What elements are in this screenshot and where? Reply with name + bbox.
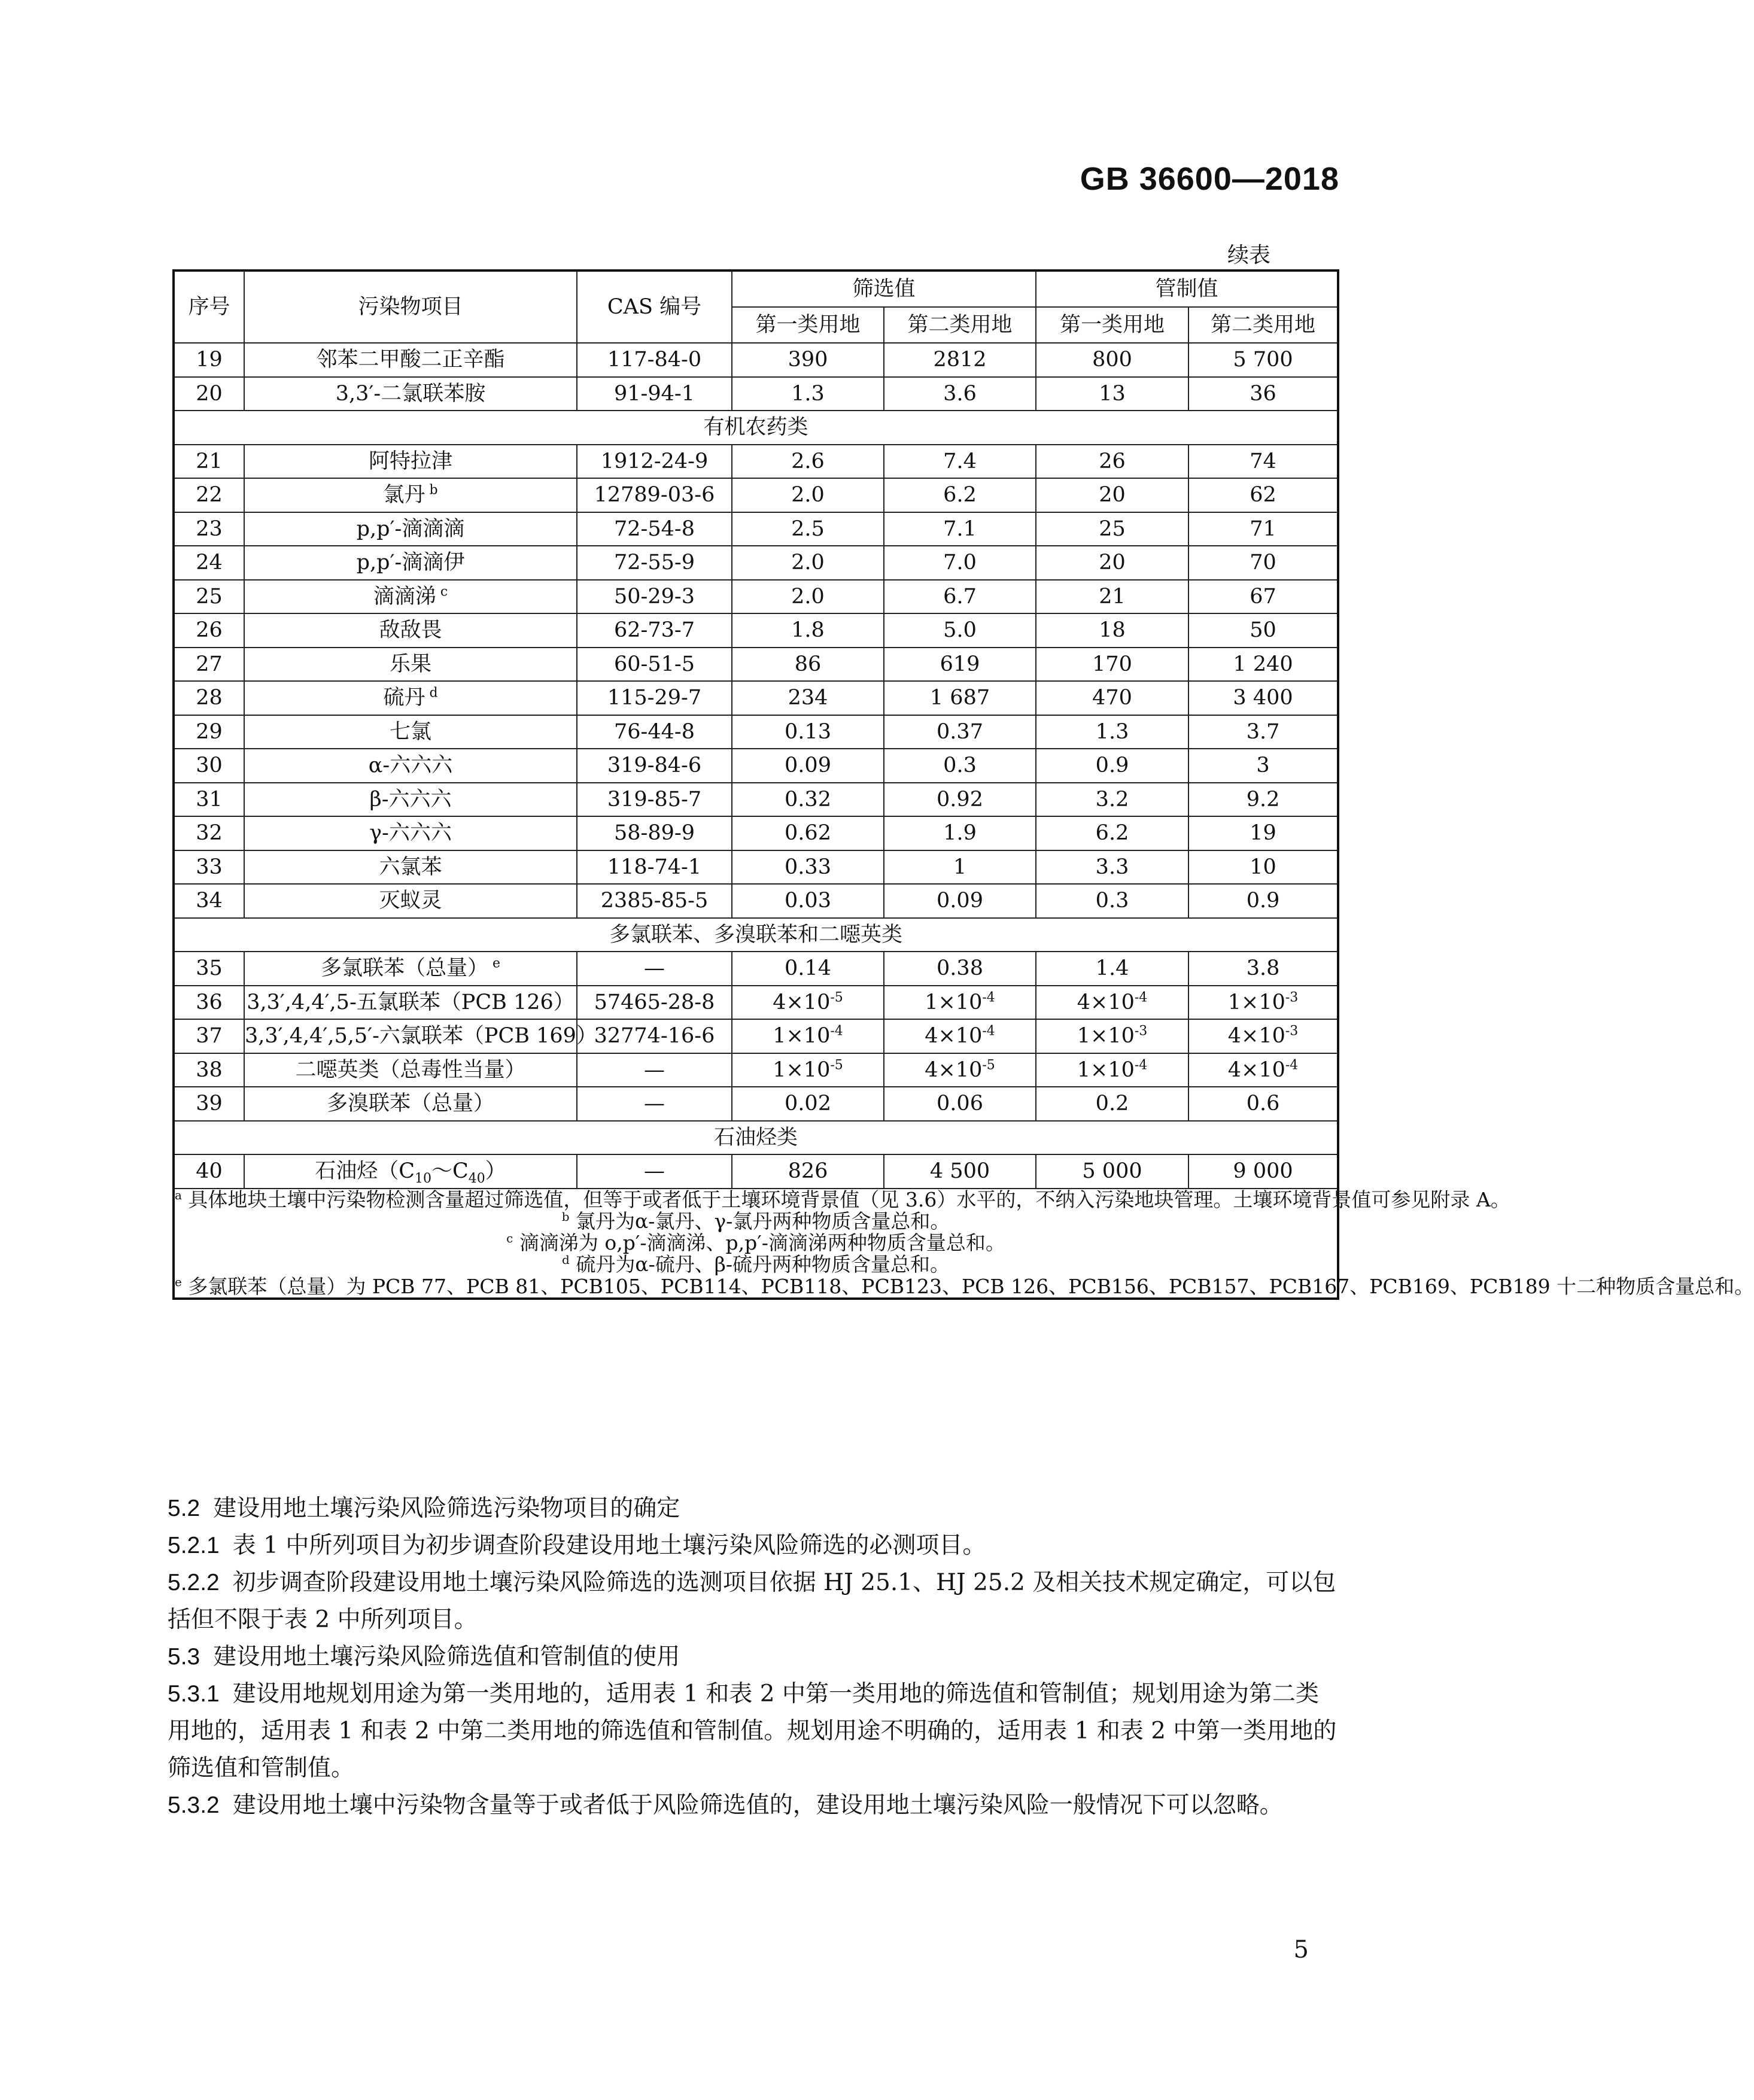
cell-intervention-class1: $4\times 10^{-4}$	[1036, 986, 1188, 1020]
cell-intervention-class1: 0.9	[1036, 749, 1188, 783]
cell-cas: 58-89-9	[577, 816, 732, 850]
cell-intervention-class1: 20	[1036, 478, 1188, 512]
clause-5-2-2	[168, 1564, 1340, 1639]
cell-intervention-class1: 3.3	[1036, 850, 1188, 885]
cell-item: 硫丹 $^d$	[244, 681, 577, 715]
table-row	[174, 952, 1338, 986]
cell-item: 滴滴涕 $^c$	[244, 580, 577, 614]
cell-item: 石油烃$(C_{10}\sim C_{40})$	[244, 1154, 577, 1189]
category-pesticides-label: 有机农药类	[174, 411, 1338, 445]
cell-item: 3,3′,4,4′,5,5′-六氯联苯（PCB 169）	[244, 1019, 577, 1053]
category-petroleum-label: 石油烃类	[174, 1121, 1338, 1155]
cell-screening-class2-exponent: -4	[982, 1023, 995, 1039]
cell-intervention-class1: $1\times 10^{-4}$	[1036, 1053, 1188, 1087]
cell-intervention-class1: 21	[1036, 580, 1188, 614]
cell-intervention-class2: 3	[1188, 749, 1338, 783]
cell-screening-class1: 0.03	[732, 884, 884, 918]
clause-5-2-1	[168, 1527, 1340, 1564]
table-notes-cell	[174, 1187, 1754, 1299]
table-row	[174, 580, 1338, 614]
cell-seq: 28	[174, 681, 244, 715]
cell-intervention-class1: 5 000	[1036, 1154, 1188, 1189]
cell-screening-class2: 1	[884, 850, 1036, 885]
clause-number: 5.3.2	[168, 1792, 220, 1818]
cell-cas: 76-44-8	[577, 715, 732, 749]
cell-cas: 12789-03-6	[577, 478, 732, 512]
cell-screening-class2: 5.0	[884, 613, 1036, 648]
cell-intervention-class2: 3.8	[1188, 952, 1338, 986]
cell-intervention-class1: 0.3	[1036, 884, 1188, 918]
clause-number: 5.2.2	[168, 1570, 220, 1595]
footnote-b: $^b$ 氯丹为α-氯丹、γ-氯丹两种物质含量总和。	[561, 1209, 950, 1233]
cell-cas: 50-29-3	[577, 580, 732, 614]
clause-text: 建设用地土壤污染风险筛选污染物项目的确定	[213, 1495, 680, 1522]
footnote-mark: e	[175, 1274, 182, 1289]
cell-screening-class1: 0.02	[732, 1087, 884, 1121]
cell-screening-class2: 0.09	[884, 884, 1036, 918]
cell-seq: 20	[174, 377, 244, 411]
cell-screening-class2: 3.6	[884, 377, 1036, 411]
clause-5-2	[168, 1490, 1340, 1527]
cell-cas: 115-29-7	[577, 681, 732, 715]
cell-seq: 29	[174, 715, 244, 749]
cell-item: 邻苯二甲酸二正辛酯	[244, 343, 577, 377]
table-row	[174, 1053, 1338, 1087]
cell-intervention-class1-exponent: -4	[1134, 1057, 1148, 1072]
cell-screening-class2: 6.7	[884, 580, 1036, 614]
cell-item: 多溴联苯（总量）	[244, 1087, 577, 1121]
cell-cas: 32774-16-6	[577, 1019, 732, 1053]
table-row	[174, 445, 1338, 479]
cell-screening-class2: 0.37	[884, 715, 1036, 749]
cell-item: 3,3′,4,4′,5-五氯联苯（PCB 126）	[244, 986, 577, 1020]
cell-intervention-class1: 470	[1036, 681, 1188, 715]
cell-screening-class1: 0.14	[732, 952, 884, 986]
cell-screening-class2: 1.9	[884, 816, 1036, 850]
clause-5-3	[168, 1639, 1340, 1676]
footnote-d: $^d$ 硫丹为α-硫丹、β-硫丹两种物质含量总和。	[562, 1253, 950, 1277]
clause-text: 表 1 中所列项目为初步调查阶段建设用地土壤污染风险筛选的必测项目。	[232, 1532, 986, 1559]
cell-intervention-class1: 170	[1036, 648, 1188, 682]
cell-intervention-class2-exponent: -3	[1285, 1023, 1299, 1039]
category-pcb-dioxins-label: 多氯联苯、多溴联苯和二噁英类	[174, 918, 1338, 952]
table-row	[174, 681, 1338, 715]
cell-item: 灭蚁灵	[244, 884, 577, 918]
carbon-subscript: 10	[414, 1171, 431, 1186]
cell-screening-class2: 619	[884, 648, 1036, 682]
col-header-intervention-class2: 第二类用地	[1188, 307, 1338, 343]
cell-intervention-class1: 6.2	[1036, 816, 1188, 850]
col-header-screening-class1: 第一类用地	[732, 307, 884, 343]
cell-intervention-class2: 67	[1188, 580, 1338, 614]
col-header-item: 污染物项目	[244, 271, 577, 343]
cell-intervention-class2: 0.6	[1188, 1087, 1338, 1121]
cell-screening-class2: 4 500	[884, 1154, 1036, 1189]
cell-seq: 34	[174, 884, 244, 918]
cell-intervention-class2: 0.9	[1188, 884, 1338, 918]
cell-seq: 23	[174, 512, 244, 546]
cell-cas: 72-54-8	[577, 512, 732, 546]
col-header-intervention-class1: 第一类用地	[1036, 307, 1188, 343]
table-row	[174, 850, 1338, 885]
cell-item: 3,3′-二氯联苯胺	[244, 377, 577, 411]
carbon-subscript: 40	[468, 1171, 485, 1186]
cell-seq: 32	[174, 816, 244, 850]
cell-intervention-class1: 1.4	[1036, 952, 1188, 986]
cell-item: p,p′-滴滴伊	[244, 546, 577, 580]
cell-screening-class2: 0.06	[884, 1087, 1036, 1121]
footnote-mark: d	[425, 685, 438, 701]
page-number: 5	[1293, 1936, 1309, 1964]
cell-cas: 319-85-7	[577, 783, 732, 817]
clause-number: 5.2.1	[168, 1533, 220, 1558]
cell-item: p,p′-滴滴滴	[244, 512, 577, 546]
cell-screening-class1: 1.3	[732, 377, 884, 411]
cell-seq: 26	[174, 613, 244, 648]
clause-5-3-2	[168, 1787, 1340, 1824]
cell-screening-class2: 7.1	[884, 512, 1036, 546]
cell-screening-class1-exponent: -5	[830, 1057, 843, 1072]
cell-screening-class1: $4\times 10^{-5}$	[732, 986, 884, 1020]
table-row	[174, 343, 1338, 377]
cell-item: β-六六六	[244, 783, 577, 817]
cell-screening-class1: $1\times 10^{-5}$	[732, 1053, 884, 1087]
cell-screening-class2: $4\times 10^{-4}$	[884, 1019, 1036, 1053]
cell-cas: 2385-85-5	[577, 884, 732, 918]
cell-cas: 62-73-7	[577, 613, 732, 648]
table-row	[174, 715, 1338, 749]
cell-screening-class1-exponent: -4	[830, 1023, 843, 1039]
cell-screening-class2: 0.3	[884, 749, 1036, 783]
cell-cas: 72-55-9	[577, 546, 732, 580]
cell-seq: 27	[174, 648, 244, 682]
clause-text: 建设用地规划用途为第一类用地的，适用表 1 和表 2 中第一类用地的筛选值和管制值；规划用途为第二类用地的，适用表 1 和表 2 中第二类用地的筛选值和管制值。规划用途不明确的，适用表 1 和表 2 中第一类用地的筛选值和管制值。	[168, 1680, 1337, 1782]
footnote-mark: b	[425, 482, 438, 498]
cell-screening-class1: 826	[732, 1154, 884, 1189]
standard-code: GB 36600—2018	[1080, 161, 1339, 197]
cell-seq: 38	[174, 1053, 244, 1087]
category-petroleum	[174, 1121, 1338, 1155]
body-text	[168, 1490, 1340, 1824]
cell-screening-class1: 0.32	[732, 783, 884, 817]
table-row	[174, 816, 1338, 850]
table-row	[174, 648, 1338, 682]
cell-intervention-class1: 25	[1036, 512, 1188, 546]
footnote-a: $^a$ 具体地块土壤中污染物检测含量超过筛选值，但等于或者低于土壤环境背景值（见 3.6）水平的，不纳入污染地块管理。土壤环境背景值可参见附录 A。	[175, 1187, 1510, 1211]
col-header-screening-class2: 第二类用地	[884, 307, 1036, 343]
cell-screening-class1: 2.5	[732, 512, 884, 546]
cell-intervention-class2: 3 400	[1188, 681, 1338, 715]
clause-text: 初步调查阶段建设用地土壤污染风险筛选的选测项目依据 HJ 25.1、HJ 25.2 及相关技术规定确定，可以包括但不限于表 2 中所列项目。	[168, 1569, 1336, 1633]
category-pesticides	[174, 411, 1338, 445]
footnote-mark: b	[561, 1209, 570, 1224]
cell-intervention-class1: 1.3	[1036, 715, 1188, 749]
cell-seq: 36	[174, 986, 244, 1020]
cell-screening-class1: 390	[732, 343, 884, 377]
cell-intervention-class2: 1 240	[1188, 648, 1338, 682]
cell-intervention-class2: 10	[1188, 850, 1338, 885]
cell-seq: 19	[174, 343, 244, 377]
col-header-intervention: 管制值	[1036, 271, 1338, 307]
clause-number: 5.2	[168, 1496, 200, 1521]
table-row	[174, 749, 1338, 783]
cell-screening-class1: 0.09	[732, 749, 884, 783]
cell-cas: —	[577, 952, 732, 986]
clause-text: 建设用地土壤污染风险筛选值和管制值的使用	[213, 1643, 680, 1670]
cell-screening-class2: 0.38	[884, 952, 1036, 986]
cell-seq: 24	[174, 546, 244, 580]
cell-intervention-class2: 5 700	[1188, 343, 1338, 377]
cell-intervention-class2-exponent: -4	[1285, 1057, 1299, 1072]
cell-seq: 35	[174, 952, 244, 986]
cell-screening-class2: $1\times 10^{-4}$	[884, 986, 1036, 1020]
cell-item: 多氯联苯（总量） $^e$	[244, 952, 577, 986]
cell-screening-class1-exponent: -5	[830, 989, 843, 1005]
cell-intervention-class1: 3.2	[1036, 783, 1188, 817]
clause-5-3-1	[168, 1676, 1340, 1787]
table-row	[174, 546, 1338, 580]
cell-screening-class1: 0.62	[732, 816, 884, 850]
cell-intervention-class1: 0.2	[1036, 1087, 1188, 1121]
footnote-mark: c	[436, 583, 448, 599]
cell-intervention-class2: $4\times 10^{-3}$	[1188, 1019, 1338, 1053]
table-row	[174, 478, 1338, 512]
table-row	[174, 613, 1338, 648]
cell-intervention-class2: 3.7	[1188, 715, 1338, 749]
footnote-mark: a	[175, 1187, 182, 1202]
cell-intervention-class1: $1\times 10^{-3}$	[1036, 1019, 1188, 1053]
table-row	[174, 884, 1338, 918]
cell-screening-class2: 7.0	[884, 546, 1036, 580]
table-row	[174, 1087, 1338, 1121]
cell-intervention-class2: 71	[1188, 512, 1338, 546]
cell-screening-class1: 0.13	[732, 715, 884, 749]
cell-intervention-class2: $4\times 10^{-4}$	[1188, 1053, 1338, 1087]
table-row	[174, 1154, 1338, 1189]
cell-intervention-class2: 70	[1188, 546, 1338, 580]
cell-screening-class2: 7.4	[884, 445, 1036, 479]
cell-seq: 21	[174, 445, 244, 479]
cell-screening-class1: 2.0	[732, 478, 884, 512]
clause-text: 建设用地土壤中污染物含量等于或者低于风险筛选值的，建设用地土壤污染风险一般情况下可以忽略。	[232, 1792, 1283, 1819]
footnote-mark: d	[562, 1253, 570, 1268]
cell-cas: 57465-28-8	[577, 986, 732, 1020]
cell-item: 敌敌畏	[244, 613, 577, 648]
cell-cas: 118-74-1	[577, 850, 732, 885]
cell-intervention-class2: 36	[1188, 377, 1338, 411]
cell-seq: 30	[174, 749, 244, 783]
cell-screening-class1: $1\times 10^{-4}$	[732, 1019, 884, 1053]
cell-intervention-class2: 19	[1188, 816, 1338, 850]
cell-seq: 22	[174, 478, 244, 512]
cell-item: 乐果	[244, 648, 577, 682]
category-pcb-dioxins	[174, 918, 1338, 952]
cell-screening-class2: 1 687	[884, 681, 1036, 715]
cell-screening-class2: $4\times 10^{-5}$	[884, 1053, 1036, 1087]
footnote-mark: c	[506, 1231, 513, 1246]
cell-screening-class1: 0.33	[732, 850, 884, 885]
cell-cas: —	[577, 1154, 732, 1189]
cell-seq: 31	[174, 783, 244, 817]
cell-item: 七氯	[244, 715, 577, 749]
cell-intervention-class2: $1\times 10^{-3}$	[1188, 986, 1338, 1020]
cell-screening-class2: 6.2	[884, 478, 1036, 512]
cell-intervention-class2: 74	[1188, 445, 1338, 479]
cell-intervention-class1: 20	[1036, 546, 1188, 580]
cell-intervention-class2-exponent: -3	[1285, 989, 1299, 1005]
cell-seq: 37	[174, 1019, 244, 1053]
cell-cas: 117-84-0	[577, 343, 732, 377]
cell-item: 六氯苯	[244, 850, 577, 885]
cell-cas: 91-94-1	[577, 377, 732, 411]
cell-item: 氯丹 $^b$	[244, 478, 577, 512]
footnote-e: $^e$ 多氯联苯（总量）为 PCB 77、PCB 81、PCB105、PCB114、PCB118、PCB123、PCB 126、PCB156、PCB157、PCB167、PCB169、PCB189 十二种物质含量总和。	[175, 1274, 1754, 1298]
cell-item: 二噁英类（总毒性当量）	[244, 1053, 577, 1087]
cell-intervention-class2: 62	[1188, 478, 1338, 512]
cell-item: 阿特拉津	[244, 445, 577, 479]
cell-cas: 319-84-6	[577, 749, 732, 783]
col-header-screening: 筛选值	[732, 271, 1036, 307]
table-row	[174, 512, 1338, 546]
table-row	[174, 1019, 1338, 1053]
standard-values-table	[172, 269, 1754, 1300]
table-row	[174, 377, 1338, 411]
footnote-mark: e	[488, 956, 501, 971]
cell-screening-class2-exponent: -5	[982, 1057, 995, 1072]
cell-screening-class1: 2.6	[732, 445, 884, 479]
table-row	[174, 986, 1338, 1020]
cell-intervention-class1: 13	[1036, 377, 1188, 411]
col-header-seq: 序号	[174, 271, 244, 343]
clause-number: 5.3	[168, 1644, 200, 1670]
table-notes	[174, 1189, 1338, 1299]
cell-intervention-class1-exponent: -3	[1134, 1023, 1148, 1039]
cell-cas: —	[577, 1087, 732, 1121]
cell-seq: 39	[174, 1087, 244, 1121]
footnote-c: $^c$ 滴滴涕为 o,p′-滴滴涕、p,p′-滴滴涕两种物质含量总和。	[506, 1231, 1005, 1255]
table-row	[174, 783, 1338, 817]
cell-screening-class2: 2812	[884, 343, 1036, 377]
continued-label: 续表	[1227, 243, 1270, 268]
clause-number: 5.3.1	[168, 1681, 220, 1707]
cell-cas: —	[577, 1053, 732, 1087]
cell-intervention-class1: 26	[1036, 445, 1188, 479]
cell-screening-class1: 234	[732, 681, 884, 715]
cell-item: α-六六六	[244, 749, 577, 783]
cell-seq: 33	[174, 850, 244, 885]
cell-intervention-class2: 9 000	[1188, 1154, 1338, 1189]
cell-intervention-class1: 18	[1036, 613, 1188, 648]
cell-intervention-class1: 800	[1036, 343, 1188, 377]
cell-screening-class1: 1.8	[732, 613, 884, 648]
cell-seq: 40	[174, 1154, 244, 1189]
cell-screening-class1: 2.0	[732, 546, 884, 580]
cell-screening-class1: 86	[732, 648, 884, 682]
cell-item: γ-六六六	[244, 816, 577, 850]
cell-intervention-class1-exponent: -4	[1134, 989, 1148, 1005]
col-header-cas: CAS 编号	[577, 271, 732, 343]
cell-intervention-class2: 50	[1188, 613, 1338, 648]
cell-cas: 1912-24-9	[577, 445, 732, 479]
cell-screening-class2: 0.92	[884, 783, 1036, 817]
cell-intervention-class2: 9.2	[1188, 783, 1338, 817]
cell-screening-class1: 2.0	[732, 580, 884, 614]
cell-screening-class2-exponent: -4	[982, 989, 995, 1005]
cell-seq: 25	[174, 580, 244, 614]
cell-cas: 60-51-5	[577, 648, 732, 682]
